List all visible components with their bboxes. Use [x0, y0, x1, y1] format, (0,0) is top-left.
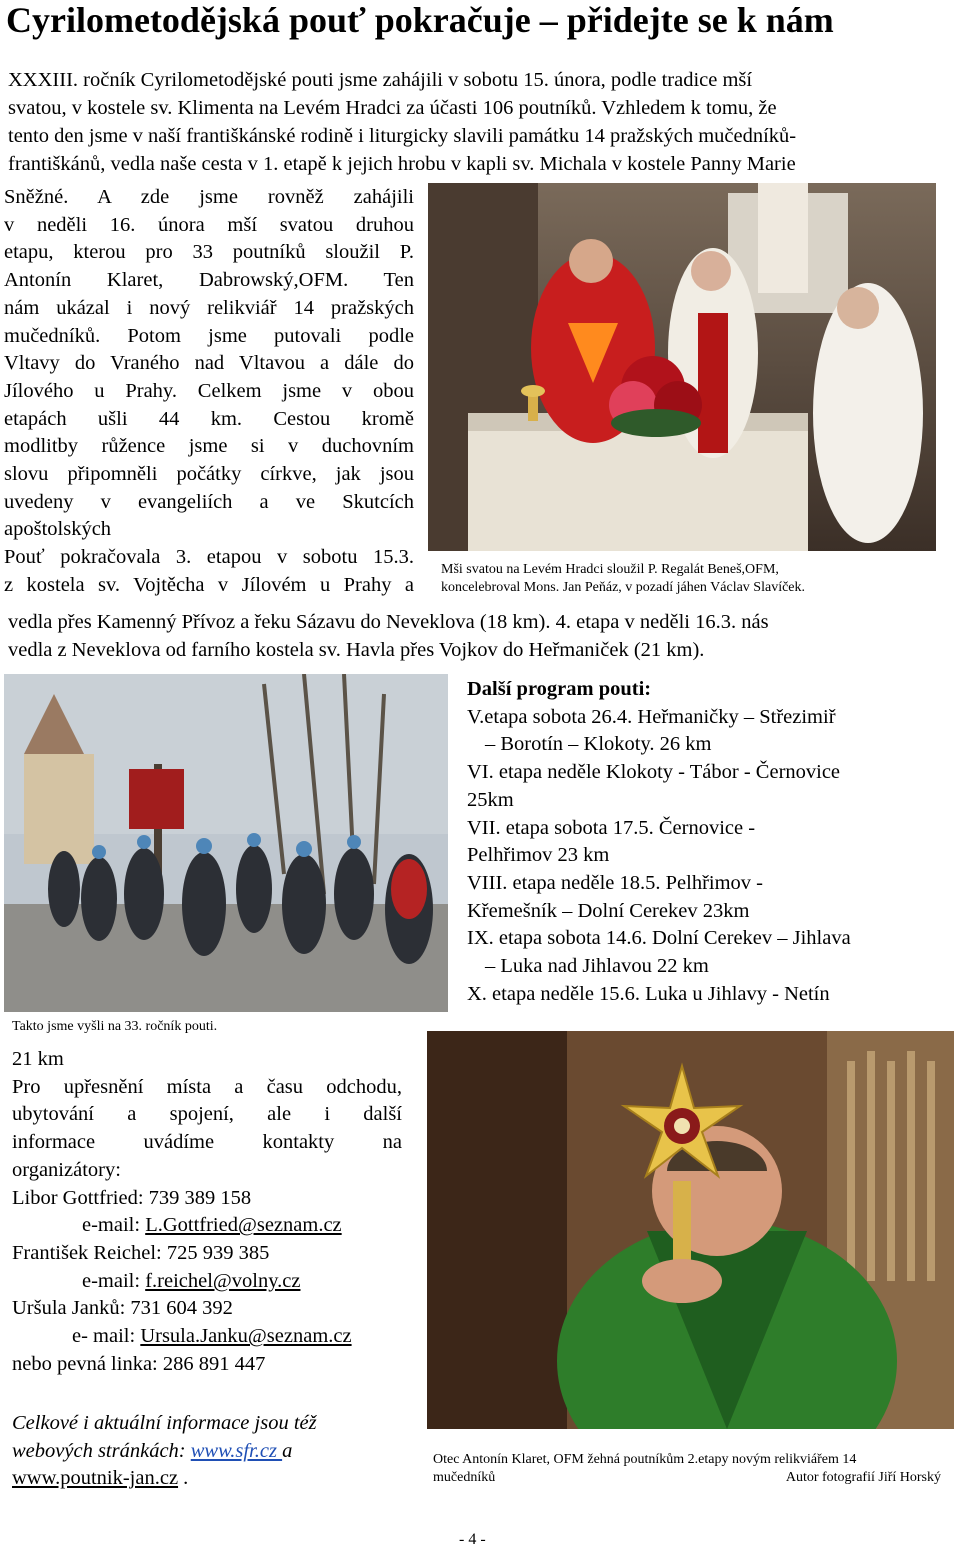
program-line: 25km	[467, 788, 514, 811]
caption-line: Mši svatou na Levém Hradci sloužil P. Regalát Beneš,OFM,	[441, 562, 779, 577]
website-link[interactable]: www.poutnik-jan.cz	[12, 1467, 179, 1490]
contact-email-line	[12, 1268, 402, 1296]
page-title: Cyrilometodějská pouť pokračuje – přidejte se k nám	[6, 0, 834, 40]
text-line: modlitby růžence jsme si v duchovním	[4, 435, 414, 458]
web-info	[12, 1410, 412, 1493]
text-line: v neděli 16. února mší svatou druhou	[4, 213, 414, 236]
caption-text: mučedníků	[433, 1470, 496, 1485]
photo-priest-caption	[433, 1451, 941, 1487]
info-line: ubytování a spojení, ale i další	[12, 1103, 402, 1126]
text-line: nám ukázal i nový relikviář 14 pražských	[4, 296, 414, 319]
text-line: Pouť pokračovala 3. etapou v sobotu 15.3.	[4, 546, 414, 569]
photo-author: Autor fotografií Jiří Horský	[785, 1470, 941, 1485]
contact-email-line	[12, 1323, 402, 1351]
photo-pilgrims-walking	[4, 674, 448, 1012]
web-end: .	[178, 1467, 189, 1490]
caption-line	[433, 1469, 941, 1487]
photo-mass-caption	[441, 561, 921, 597]
web-line	[12, 1465, 412, 1493]
program-line: Pelhřimov 23 km	[467, 844, 610, 867]
program-line: VI. etapa neděle Klokoty - Tábor - Černovice	[467, 761, 841, 784]
text-line: mučedníků. Potom jsme putovali podle	[4, 324, 414, 347]
web-line-prefix: webových stránkách:	[12, 1439, 191, 1462]
info-line: informace uvádíme kontakty na	[12, 1131, 402, 1154]
intro-paragraph	[8, 66, 940, 178]
program-line: – Luka nad Jihlavou 22 km	[485, 955, 709, 978]
text-line: vedla přes Kamenný Přívoz a řeku Sázavu do Neveklova (18 km). 4. etapa v neděli 16.3. nás	[8, 611, 769, 633]
photo-priest-reliquary	[427, 1031, 954, 1429]
info-line: organizátory:	[12, 1158, 121, 1181]
web-line: Celkové i aktuální informace jsou též	[12, 1412, 317, 1434]
caption-line: Otec Antonín Klaret, OFM žehná poutníkům 2.etapy novým relikviářem 14	[433, 1452, 857, 1467]
column-paragraph	[4, 184, 414, 600]
text-line: etapu, kterou pro 33 poutníků sloužil P.	[4, 241, 414, 264]
text-line: svatou, v kostele sv. Klimenta na Levém Hradci za účasti 106 poutníků. Vzhledem k tomu, že	[8, 97, 777, 119]
continue-paragraph	[8, 608, 940, 664]
text-line: XXXIII. ročník Cyrilometodějské pouti jsme zahájili v sobotu 15. února, podle tradice mší	[8, 69, 753, 91]
email-link[interactable]: L.Gottfried@seznam.cz	[145, 1214, 342, 1237]
program-line: Křemešník – Dolní Cerekev 23km	[467, 899, 750, 922]
program-line: IX. etapa sobota 14.6. Dolní Cerekev – Jihlava	[467, 927, 851, 950]
info-line: Pro upřesnění místa a času odchodu,	[12, 1075, 402, 1098]
program-line: – Borotín – Klokoty. 26 km	[485, 733, 712, 756]
contact-name-phone: František Reichel: 725 939 385	[12, 1241, 270, 1264]
email-label: e- mail:	[72, 1325, 141, 1348]
contact-name-phone: Libor Gottfried: 739 389 158	[12, 1186, 252, 1209]
email-label: e-mail:	[82, 1269, 146, 1292]
text-line: Jílového u Prahy. Celkem jsme v obou	[4, 379, 414, 402]
km-line: 21 km	[12, 1048, 64, 1070]
program-line: V.etapa sobota 26.4. Heřmaničky – Střezimiř	[467, 705, 836, 728]
program-line: X. etapa neděle 15.6. Luka u Jihlavy - Netín	[467, 982, 830, 1005]
text-line: uvedeny v evangeliích a ve Skutcích	[4, 490, 414, 513]
text-line: etapách ušli 44 km. Cestou kromě	[4, 407, 414, 430]
text-line: Antonín Klaret, Dabrowský,OFM. Ten	[4, 269, 414, 292]
contact-email-line	[12, 1212, 402, 1240]
text-line: z kostela sv. Vojtěcha v Jílovém u Prahy a	[4, 573, 414, 596]
text-line: vedla z Neveklova od farního kostela sv. Havla přes Vojkov do Heřmaniček (21 km).	[8, 639, 705, 661]
text-line: slovu připomněli počátky církve, jak jsou	[4, 463, 414, 486]
caption-line: koncelebroval Mons. Jan Peňáz, v pozadí jáhen Václav Slavíček.	[441, 580, 806, 595]
program-list	[467, 676, 947, 1008]
landline-line: nebo pevná linka: 286 891 447	[12, 1352, 266, 1375]
program-line: VII. etapa sobota 17.5. Černovice -	[467, 816, 756, 839]
page-number: - 4 -	[459, 1531, 486, 1548]
contact-name-phone: Uršula Janků: 731 604 392	[12, 1297, 233, 1320]
email-link[interactable]: Ursula.Janku@seznam.cz	[140, 1325, 352, 1348]
text-line: františkánů, vedla naše cesta v 1. etapě k jejich hrobu v kapli sv. Michala v kostele Panny Marie	[8, 153, 796, 175]
website-link[interactable]: www.sfr.cz	[190, 1439, 283, 1462]
text-line: Vltavy do Vraného nad Vltavou a dále do	[4, 352, 414, 375]
program-heading: Další program pouti:	[467, 678, 652, 700]
web-joiner: a	[282, 1439, 293, 1462]
text-line: tento den jsme v naší františkánské rodině i liturgicky slavili památku 14 pražských mučedníků-	[8, 125, 797, 147]
contacts-block	[12, 1046, 402, 1378]
program-line: VIII. etapa neděle 18.5. Pelhřimov -	[467, 871, 764, 894]
photo-pilgrims-caption: Takto jsme vyšli na 33. ročník pouti.	[12, 1019, 218, 1034]
text-line: apoštolských	[4, 518, 112, 541]
photo-mass-altar	[428, 183, 936, 551]
web-line	[12, 1438, 412, 1466]
text-line: Sněžné. A zde jsme rovněž zahájili	[4, 186, 414, 208]
email-link[interactable]: f.reichel@volny.cz	[145, 1269, 301, 1292]
email-label: e-mail:	[82, 1214, 146, 1237]
